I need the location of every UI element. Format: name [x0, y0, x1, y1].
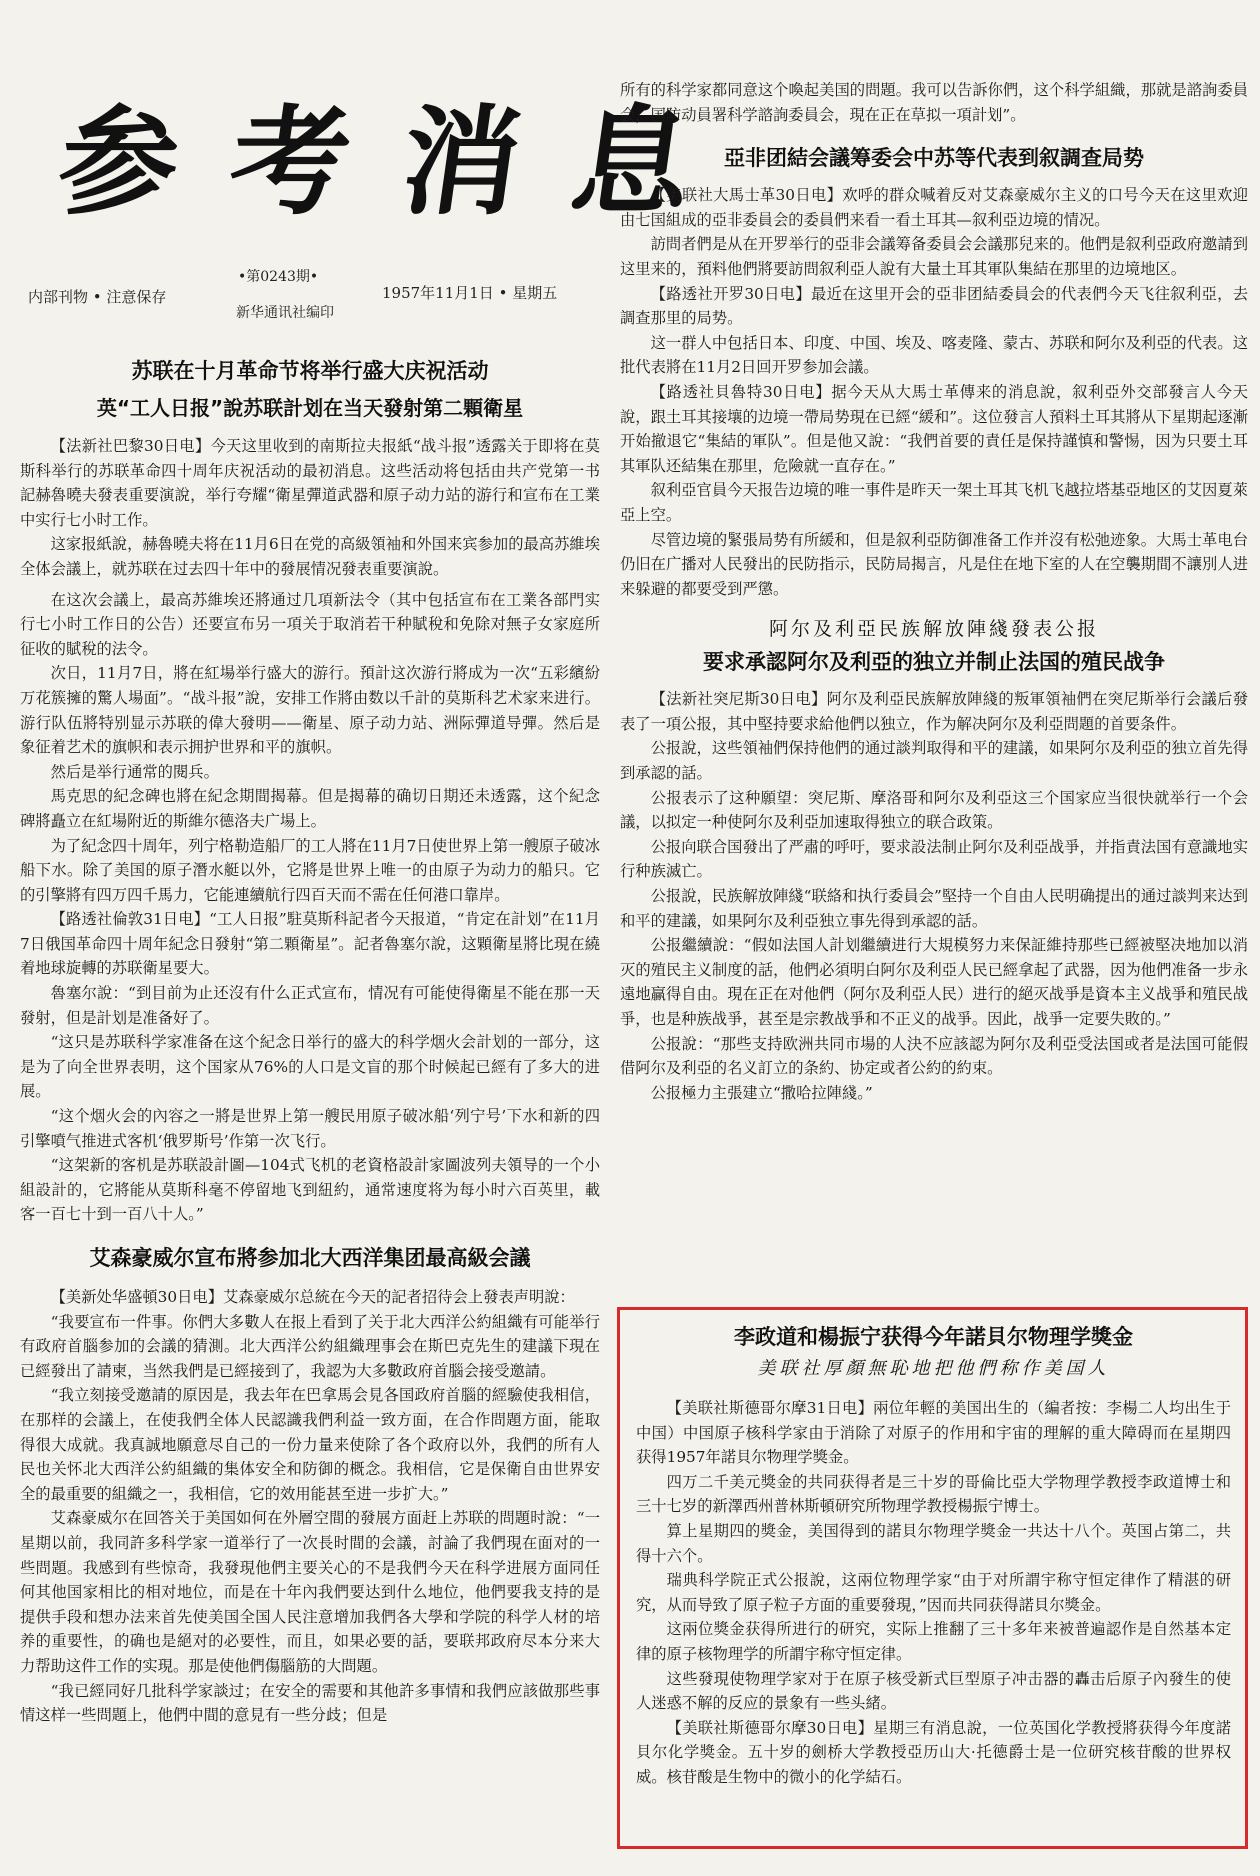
article3-paragraph: 叙利亞官員今天报告边境的唯一事件是昨天一架土耳其飞机飞越拉塔基亞地区的艾因夏萊亞上空。 [620, 481, 1248, 524]
article1-subheadline: 英“工人日报”說苏联計划在当天發射第二顆衛星 [96, 396, 524, 420]
article3-paragraph: 【路透社貝魯特30日电】据今天从大馬士革傳来的消息說，叙利亞外交部發言人今天說，跟土耳其接壤的边境一帶局势現在已經“緩和”。这位發言人預料土耳其將从下星期起逐漸开始撤退它“集結的軍队”。但是他又說：“我們首要的責任是保持謹慎和警惕，因为只要土耳其軍队还結集在那里，危險就一直存在。” [620, 382, 1248, 475]
article1-paragraph: 魯塞尔說：“到目前为止还沒有什么正式宣布，情况有可能使得衛星不能在那一天發射，但是計划是准备好了。 [20, 984, 600, 1027]
article5-paragraph: 四万二千美元獎金的共同获得者是三十岁的哥倫比亞大学物理学教授李政道博士和三十七岁的新澤西州普林斯頓研究所物理学教授楊振宁博士。 [636, 1472, 1231, 1516]
article3-paragraph: 【美联社大馬士革30日电】欢呼的群众喊着反对艾森豪威尔主义的口号今天在这里欢迎由七国組成的亞非委員会的委員們来看一看土耳其—叙利亞边境的情况。 [620, 186, 1248, 229]
article3-paragraph: 【路透社开罗30日电】最近在这里开会的亞非团結委員会的代表們今天飞往叙利亞，去調查那里的局势。 [620, 284, 1248, 328]
publisher: 新华通讯社编印 [236, 305, 334, 321]
article1-paragraph: 这家报紙說，赫魯曉夫将在11月6日在党的高級領袖和外国来宾参加的最高苏維埃全体会議上，就苏联在过去四十年中的發展情况發表重要演說。 [20, 535, 600, 578]
article1-paragraph: 次日，11月7日，將在紅場举行盛大的游行。預計这次游行將成为一次“五彩繽紛万花簇擁的驚人場面”。“战斗报”說，安排工作將由数以千計的莫斯科艺术家来进行。游行队伍將特别显示苏联的偉大發明——衛星、原子动力站、洲际彈道导彈。然后是象征着艺术的旗帜和表示拥护世界和平的旗帜。 [20, 664, 600, 757]
article4-paragraph: 【法新社突尼斯30日电】阿尔及利亞民族解放陣綫的叛軍領袖們在突尼斯举行会議后發表了一項公报，其中堅持要求給他們以独立，作为解决阿尔及利亞問題的首要条件。 [620, 690, 1248, 733]
article4-kicker: 阿尔及利亞民族解放陣綫發表公报 [768, 618, 1099, 641]
article5-paragraph: 【美联社斯德哥尔摩30日电】星期三有消息說，一位英国化学教授將获得今年度諾貝尔化学獎金。五十岁的劍桥大学教授亞历山大·托德爵士是一位研究核苷酸的世界权威。核苷酸是生物中的微小的化学結石。 [636, 1718, 1231, 1786]
article4-headline: 要求承認阿尔及利亞的独立并制止法国的殖民战争 [703, 650, 1165, 675]
article2-paragraph: “我立刻接受邀請的原因是，我去年在巴拿馬会見各国政府首腦的經驗使我相信，在那样的会議上，在使我們全体人民認識我們利益一致方面，在合作問題方面，能取得很大成就。我真誠地願意尽自己的一份力量来使除了各个政府以外，我們的所有人民也关怀北大西洋公約組織的集体安全和防御的概念。我相信，它是保衛自由世界安全的最重要的組織之一，我相信，它的效用能甚至进一步扩大。” [20, 1386, 600, 1503]
article3-paragraph: 这一群人中包括日本、印度、中国、埃及、喀麦隆、蒙古、苏联和阿尔及利亞的代表。这批代表將在11月2日回开罗参加会議。 [620, 333, 1248, 377]
article1-paragraph: 为了紀念四十周年，列宁格勒造船厂的工人將在11月7日使世界上第一艘原子破冰船下水。除了美国的原子潛水艇以外，它將是世界上唯一的由原子为动力的船只。它的引擎將有四万四千馬力，它能連續航行四百天而不需在任何港口靠岸。 [20, 836, 600, 904]
article1-paragraph: 【路透社倫敦31日电】“工人日报”駐莫斯科記者今天报道，“肯定在計划”在11月7日俄国革命四十周年紀念日發射“第二顆衛星”。記者魯塞尔說，这顆衛星將比現在繞着地球旋轉的苏联衛星要大。 [20, 910, 600, 978]
article1-paragraph: “这架新的客机是苏联設計圖—104式飞机的老資格設計家圖波列夫領导的一个小組設計的，它將能从莫斯科毫不停留地飞到紐約，通常速度将为每小时六百英里，載客一百七十到一百八十人。” [20, 1156, 600, 1224]
article4-paragraph: 公报說，这些領袖們保持他們的通过談判取得和平的建議，如果阿尔及利亞的独立首先得到承認的話。 [620, 739, 1248, 783]
article1-paragraph: “这只是苏联科学家准备在这个紀念日举行的盛大的科学烟火会計划的一部分，这是为了向全世界表明，这个国家从76%的人口是文盲的那个时候起已經有了多大的进展。 [20, 1033, 600, 1101]
right-column [620, 78, 1248, 1105]
article1-paragraph: 在这次会議上，最高苏維埃还將通过几項新法令（其中包括宣布在工業各部門实行七小时工作日的公告）还要宣布另一項关于取消若干种賦稅和免除对無子女家庭所征收的賦稅的法令。 [20, 590, 600, 658]
article5-subheadline: 美联社厚顏無恥地把他們称作美国人 [757, 1358, 1110, 1379]
article5-paragraph: 瑞典科学院正式公报說，这兩位物理学家“由于对所謂宇称守恒定律作了精湛的研究，从而导致了原子粒子方面的重要發現，”因而共同获得諾貝尔獎金。 [636, 1571, 1231, 1614]
masthead-title: 参 考 消 息 [50, 92, 708, 231]
issue-date: 1957年11月1日 • 星期五 [382, 284, 558, 302]
issue-number: •第0243期• [238, 269, 319, 285]
continuation-text: 所有的科学家都同意这个喚起美国的問題。我可以告訴你們，这个科学組織，那就是諮詢委員会，国防动員署科学諮詢委員会，現在正在草拟一項計划”。 [620, 81, 1248, 124]
article1-paragraph: 【法新社巴黎30日电】今天这里收到的南斯拉夫报紙“战斗报”透露关于即将在莫斯科举行的苏联革命四十周年庆祝活动的最初消息。这些活动将包括由共产党第一书記赫魯曉夫發表重要演說，举行夸耀“衛星彈道武器和原子动力站的游行和宣布在工業中实行七小时工作。 [20, 437, 600, 529]
article3-body [620, 183, 1248, 601]
article5-paragraph: 【美联社斯德哥尔摩31日电】兩位年輕的美国出生的（編者按：李楊二人均出生于中国）中国原子核科学家由于消除了对原子的作用和宇宙的理解的重大障碍而在星期四获得1957年諾貝尔物理学獎金。 [636, 1399, 1231, 1467]
article4-paragraph: 公报表示了这种願望：突尼斯、摩洛哥和阿尔及利亞这三个国家应当很快就举行一个会議，以拟定一种使阿尔及利亞加速取得独立的联合政策。 [620, 788, 1248, 832]
article5-paragraph: 这些發現使物理学家对于在原子核受新式巨型原子冲击器的轟击后原子內發生的使人迷惑不解的反应的景象有一些头緒。 [636, 1669, 1231, 1713]
article3-paragraph: 尽管边境的緊張局势有所緩和，但是叙利亞防御准备工作并沒有松弛迹象。大馬士革电台仍旧在广播对人民發出的民防指示，民防局揭言，凡是住在地下室的人在空襲期間不讓別人进来躲避的都要受到严懲。 [620, 530, 1248, 598]
internal-notice: 内部刊物 • 注意保存 [28, 288, 167, 306]
article1-headline: 苏联在十月革命节将举行盛大庆祝活动 [131, 359, 489, 383]
article2-paragraph: 【美新处华盛頓30日电】艾森豪威尔总統在今天的記者招待会上發表声明說： [50, 1288, 575, 1306]
article2-headline: 艾森豪威尔宣布將参加北大西洋集团最高級会議 [89, 1246, 531, 1270]
article2-body [20, 1285, 600, 1728]
article2-paragraph: 艾森豪威尔在回答关于美国如何在外層空間的發展方面赶上苏联的問題时說：“一星期以前，我同許多科学家一道举行了一次長时間的会議，討論了我們現在面对的一些問題。我感到有些惊奇，我發現他們主要关心的不是我們今天在科学进展方面同任何其他国家相比的相对地位，而是在十年內我們要达到什么地位，他們要我支持的是提供手段和想办法来首先使美国全国人民注意增加我們各大學和学院的科学人材的培养的重要性，的确也是絕对的必要性，而且，如果必要的話，要联邦政府尽本分来大力帮助这件工作的实現。那是使他們傷腦筋的大問題。 [20, 1509, 600, 1675]
article4-paragraph: 公报說：“那些支持欧洲共同市場的人決不应該認为阿尔及利亞受法国或者是法国可能假借阿尔及利亞的名义訂立的条約、协定或者公約的約束。 [620, 1034, 1248, 1078]
article1-paragraph: “这个烟火会的內容之一將是世界上第一艘民用原子破冰船‘列宁号’下水和新的四引擎噴气推进式客机‘俄罗斯号’作第一次飞行。 [20, 1107, 600, 1150]
article5-headline: 李政道和楊振宁获得今年諾貝尔物理学獎金 [734, 1325, 1133, 1349]
highlighted-article-box [617, 1307, 1248, 1849]
article4-paragraph: 公报向联合国發出了严肅的呼吁，要求設法制止阿尔及利亞战爭，并指責法国有意識地实行种族滅亡。 [620, 837, 1248, 881]
article3-paragraph: 訪問者們是从在开罗举行的亞非会議筹备委員会会議那兒来的。他們是叙利亞政府邀請到这里来的，預料他們將要訪問叙利亞人說有大量土耳其軍队集結在那里的边境地区。 [620, 235, 1248, 278]
article2-paragraph: “我已經同好几批科学家談过；在安全的需要和其他許多事情和我們应該做那些事情这样一些問題上，他們中間的意見有一些分歧；但是 [20, 1681, 600, 1725]
article5-paragraph: 算上星期四的獎金，美国得到的諾貝尔物理学獎金一共达十八个。英国占第二，共得十六个。 [636, 1521, 1231, 1565]
article4-paragraph: 公报說，民族解放陣綫“联絡和执行委員会”堅持一个自由人民明确提出的通过談判来达到和平的建議，如果阿尔及利亞独立事先得到承認的話。 [620, 887, 1248, 930]
article3-headline: 亞非团結会議筹委会中苏等代表到叙調查局势 [724, 146, 1144, 171]
article1-body [20, 434, 600, 1227]
left-column [20, 340, 600, 1728]
article1-paragraph: 馬克思的紀念碑也將在紀念期間揭幕。但是揭幕的确切日期还未透露，这个紀念碑將矗立在紅場附近的斯維尔德洛夫广場上。 [20, 787, 600, 830]
highlighted-article [636, 1320, 1231, 1790]
article5-paragraph: 这兩位獎金获得所进行的研究，实际上推翻了三十多年来被普遍認作是自然基本定律的原子核物理学的所謂宇称守恒定律。 [636, 1620, 1231, 1663]
article4-paragraph: 公报極力主張建立“撒哈拉陣綫。” [650, 1083, 873, 1102]
article4-paragraph: 公报繼續說：“假如法国人計划繼續进行大規模努力来保証維持那些已經被堅决地加以消灭的殖民主义制度的話，他們必須明白阿尔及利亞人民已經拿起了武器，因为他們准备一步永遠地贏得自由。現在正在对他們（阿尔及利亞人民）进行的絕灭战爭是資本主义战爭和殖民战爭，也是种族战爭，甚至是宗教战爭和不正义的战爭。因此，战爭一定要失敗的。” [620, 936, 1248, 1028]
article1-paragraph: 然后是举行通常的閱兵。 [50, 762, 219, 781]
article2-paragraph: “我要宣布一件事。你們大多數人在报上看到了关于北大西洋公約組織有可能举行有政府首腦参加的会議的猜測。北大西洋公約組織理事会在斯巴克先生的建議下現在已經發出了請柬，当然我們是已經接到了，我認为大多數政府首腦会接受邀請。 [20, 1312, 600, 1380]
article4-body [620, 687, 1248, 1105]
